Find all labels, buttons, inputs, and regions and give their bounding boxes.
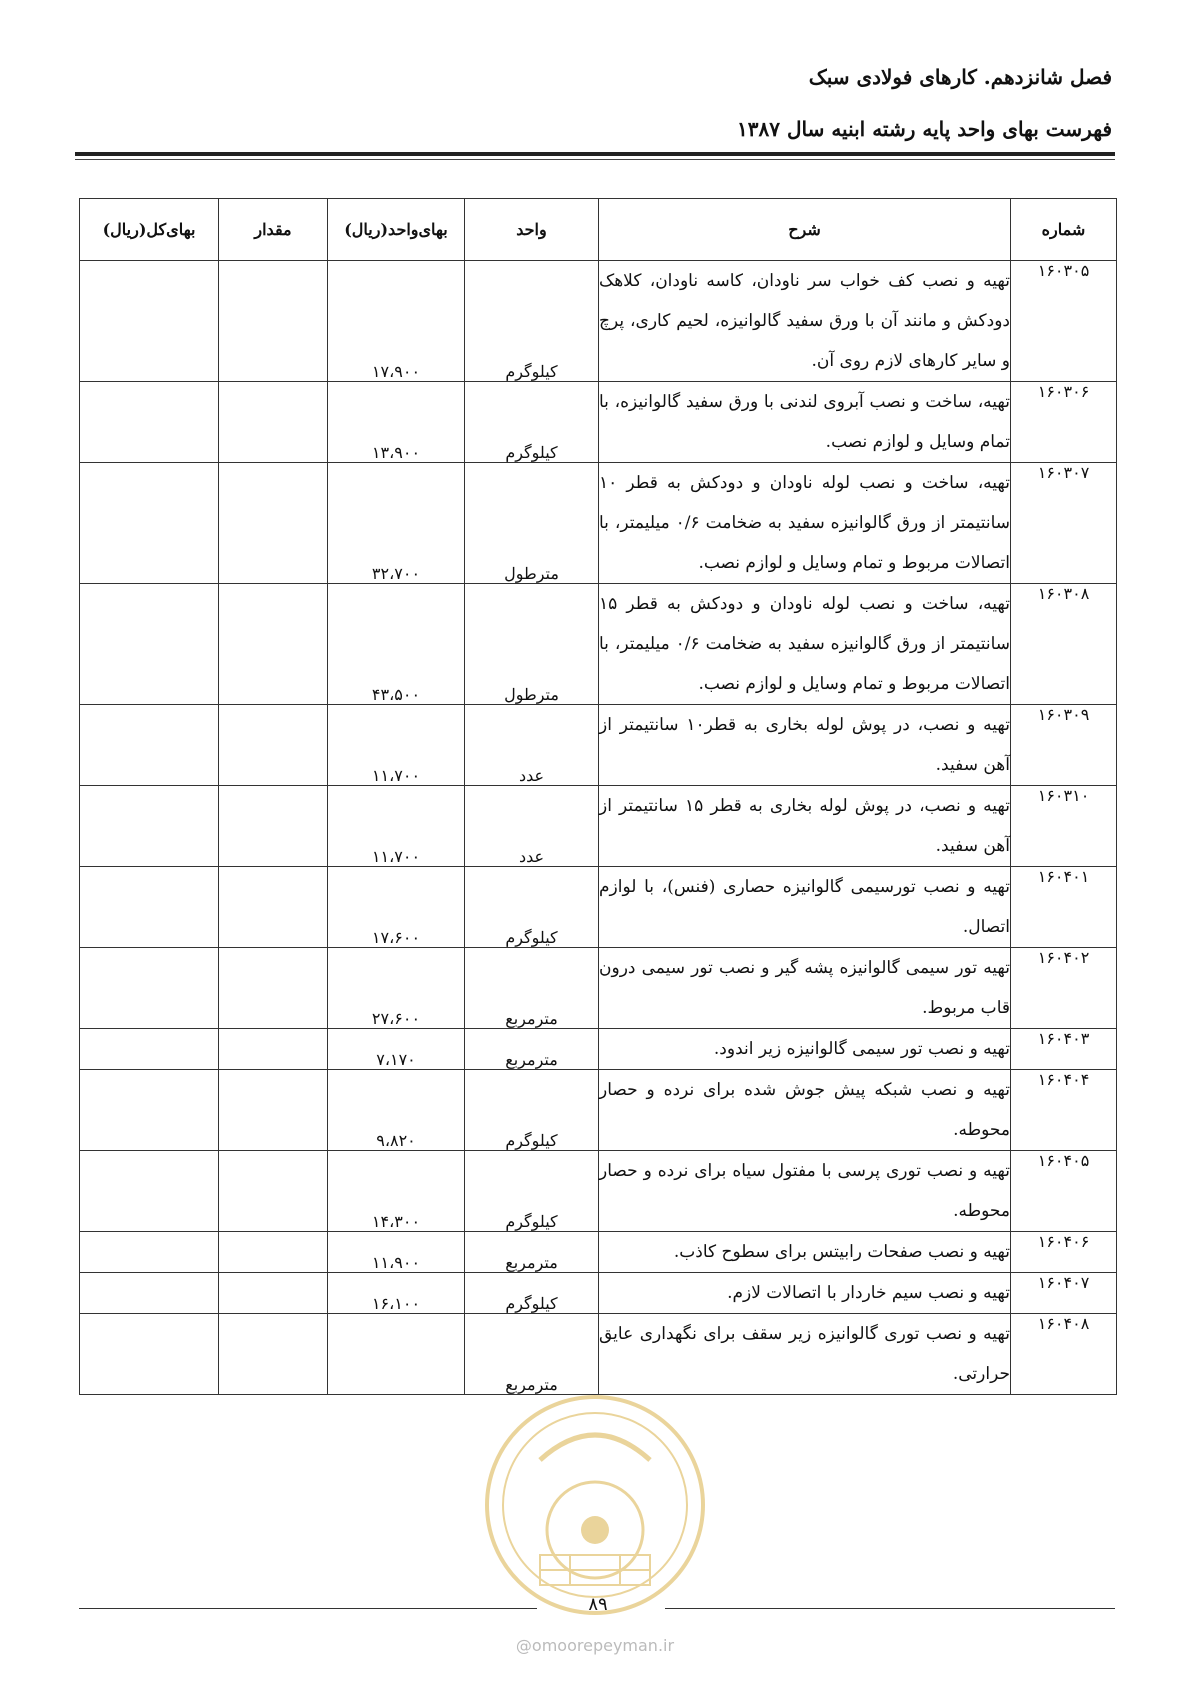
price-list-title: فهرست بهای واحد پایه رشته ابنیه سال ۱۳۸۷ [737,117,1112,141]
item-quantity [219,786,328,867]
page-number: ۸۹ [588,1594,608,1615]
item-total-price [80,1314,219,1395]
item-total-price [80,867,219,948]
item-unit: مترمربع [465,948,599,1029]
footer-rule-left [79,1608,537,1609]
item-code: ۱۶۰۳۰۹ [1011,705,1117,786]
item-quantity [219,1232,328,1273]
item-code: ۱۶۰۳۱۰ [1011,786,1117,867]
col-unit: واحد [465,199,599,261]
item-description: تهیه، ساخت و نصب لوله ناودان و دودکش به قطر ۱۰ سانتیمتر از ورق گالوانیزه سفید به ضخامت ۰/۶ میلیمتر، با اتصالات مربوط و تمام وسایل و لوازم نصب. [599,463,1011,584]
item-unit-price: ۱۷،۶۰۰ [328,867,465,948]
item-unit-price [328,1314,465,1395]
table-row [80,1232,1117,1273]
item-unit-price: ۱۶،۱۰۰ [328,1273,465,1314]
item-unit-price: ۱۴،۳۰۰ [328,1151,465,1232]
item-total-price [80,1232,219,1273]
item-code: ۱۶۰۳۰۸ [1011,584,1117,705]
item-unit: مترمربع [465,1029,599,1070]
table-row [80,382,1117,463]
item-total-price [80,584,219,705]
item-unit-price: ۱۷،۹۰۰ [328,261,465,382]
table-row [80,463,1117,584]
header-rule-thick [75,152,1115,156]
table-row [80,1151,1117,1232]
item-unit-price: ۴۳،۵۰۰ [328,584,465,705]
item-description: تهیه تور سیمی گالوانیزه پشه گیر و نصب تور سیمی درون قاب مربوط. [599,948,1011,1029]
item-total-price [80,786,219,867]
chapter-title: فصل شانزدهم. کارهای فولادی سبک [808,65,1112,89]
item-total-price [80,382,219,463]
item-code: ۱۶۰۴۰۸ [1011,1314,1117,1395]
item-quantity [219,1029,328,1070]
item-unit: مترمربع [465,1232,599,1273]
item-total-price [80,1273,219,1314]
item-quantity [219,584,328,705]
item-code: ۱۶۰۳۰۵ [1011,261,1117,382]
item-quantity [219,1273,328,1314]
price-table [79,198,1117,1395]
item-code: ۱۶۰۳۰۷ [1011,463,1117,584]
item-description: تهیه و نصب، در پوش لوله بخاری به قطر۱۰ سانتیمتر از آهن سفید. [599,705,1011,786]
item-description: تهیه و نصب صفحات رابیتس برای سطوح کاذب. [599,1232,1011,1273]
item-description: تهیه و نصب شبکه پیش جوش شده برای نرده و حصار محوطه. [599,1070,1011,1151]
footer-rule-right [665,1608,1115,1609]
item-quantity [219,261,328,382]
item-code: ۱۶۰۴۰۵ [1011,1151,1117,1232]
item-unit-price: ۷،۱۷۰ [328,1029,465,1070]
item-quantity [219,382,328,463]
item-unit: مترطول [465,584,599,705]
table-row [80,1273,1117,1314]
item-description: تهیه و نصب سیم خاردار با اتصالات لازم. [599,1273,1011,1314]
table-row [80,786,1117,867]
item-unit: کیلوگرم [465,1151,599,1232]
item-code: ۱۶۰۴۰۴ [1011,1070,1117,1151]
table-row [80,948,1117,1029]
item-total-price [80,261,219,382]
item-code: ۱۶۰۴۰۲ [1011,948,1117,1029]
table-row [80,867,1117,948]
table-row [80,1314,1117,1395]
item-description: تهیه و نصب توری گالوانیزه زیر سقف برای نگهداری عایق حرارتی. [599,1314,1011,1395]
col-quantity: مقدار [219,199,328,261]
item-total-price [80,1151,219,1232]
item-quantity [219,948,328,1029]
item-description: تهیه، ساخت و نصب آبروی لندنی با ورق سفید گالوانیزه، با تمام وسایل و لوازم نصب. [599,382,1011,463]
table-row [80,705,1117,786]
item-code: ۱۶۰۴۰۱ [1011,867,1117,948]
table-row [80,261,1117,382]
item-unit: عدد [465,705,599,786]
col-total-price: بهای‌کل(ریال) [80,199,219,261]
item-unit-price: ۱۳،۹۰۰ [328,382,465,463]
item-unit: عدد [465,786,599,867]
col-unit-price: بهای‌واحد(ریال) [328,199,465,261]
item-total-price [80,948,219,1029]
item-quantity [219,1151,328,1232]
item-unit-price: ۱۱،۹۰۰ [328,1232,465,1273]
item-unit: مترمربع [465,1314,599,1395]
item-quantity [219,1314,328,1395]
item-unit-price: ۲۷،۶۰۰ [328,948,465,1029]
item-unit: کیلوگرم [465,382,599,463]
item-code: ۱۶۰۴۰۳ [1011,1029,1117,1070]
item-description: تهیه، ساخت و نصب لوله ناودان و دودکش به قطر ۱۵ سانتیمتر از ورق گالوانیزه سفید به ضخامت ۰/۶ میلیمتر، با اتصالات مربوط و تمام وسایل و لوازم نصب. [599,584,1011,705]
item-unit: کیلوگرم [465,1070,599,1151]
item-unit: کیلوگرم [465,1273,599,1314]
item-quantity [219,705,328,786]
item-code: ۱۶۰۳۰۶ [1011,382,1117,463]
table-row [80,584,1117,705]
item-description: تهیه و نصب توری پرسی با مفتول سیاه برای نرده و حصار محوطه. [599,1151,1011,1232]
table-row [80,1029,1117,1070]
item-code: ۱۶۰۴۰۷ [1011,1273,1117,1314]
col-description: شرح [599,199,1011,261]
item-unit-price: ۱۱،۷۰۰ [328,705,465,786]
item-quantity [219,463,328,584]
watermark-seal-icon [480,1390,710,1620]
page-header [737,60,1112,146]
item-unit: مترطول [465,463,599,584]
col-number: شماره [1011,199,1117,261]
item-unit-price: ۹،۸۲۰ [328,1070,465,1151]
item-description: تهیه و نصب تور سیمی گالوانیزه زیر اندود. [599,1029,1011,1070]
item-description: تهیه و نصب تورسیمی گالوانیزه حصاری (فنس)، با لوازم اتصال. [599,867,1011,948]
table-row [80,1070,1117,1151]
table-header-row [80,199,1117,261]
item-total-price [80,1070,219,1151]
item-quantity [219,1070,328,1151]
item-unit: کیلوگرم [465,261,599,382]
item-description: تهیه و نصب کف خواب سر ناودان، کاسه ناودان، کلاهک دودکش و مانند آن با ورق سفید گالوانیزه، لحیم کاری، پرچ و سایر کارهای لازم روی آن. [599,261,1011,382]
item-total-price [80,1029,219,1070]
item-description: تهیه و نصب، در پوش لوله بخاری به قطر ۱۵ سانتیمتر از آهن سفید. [599,786,1011,867]
item-total-price [80,705,219,786]
item-unit: کیلوگرم [465,867,599,948]
item-total-price [80,463,219,584]
item-unit-price: ۳۲،۷۰۰ [328,463,465,584]
item-code: ۱۶۰۴۰۶ [1011,1232,1117,1273]
item-unit-price: ۱۱،۷۰۰ [328,786,465,867]
header-rule-thin [75,159,1115,160]
item-quantity [219,867,328,948]
site-watermark: @omoorepeyman.ir [515,1636,675,1655]
